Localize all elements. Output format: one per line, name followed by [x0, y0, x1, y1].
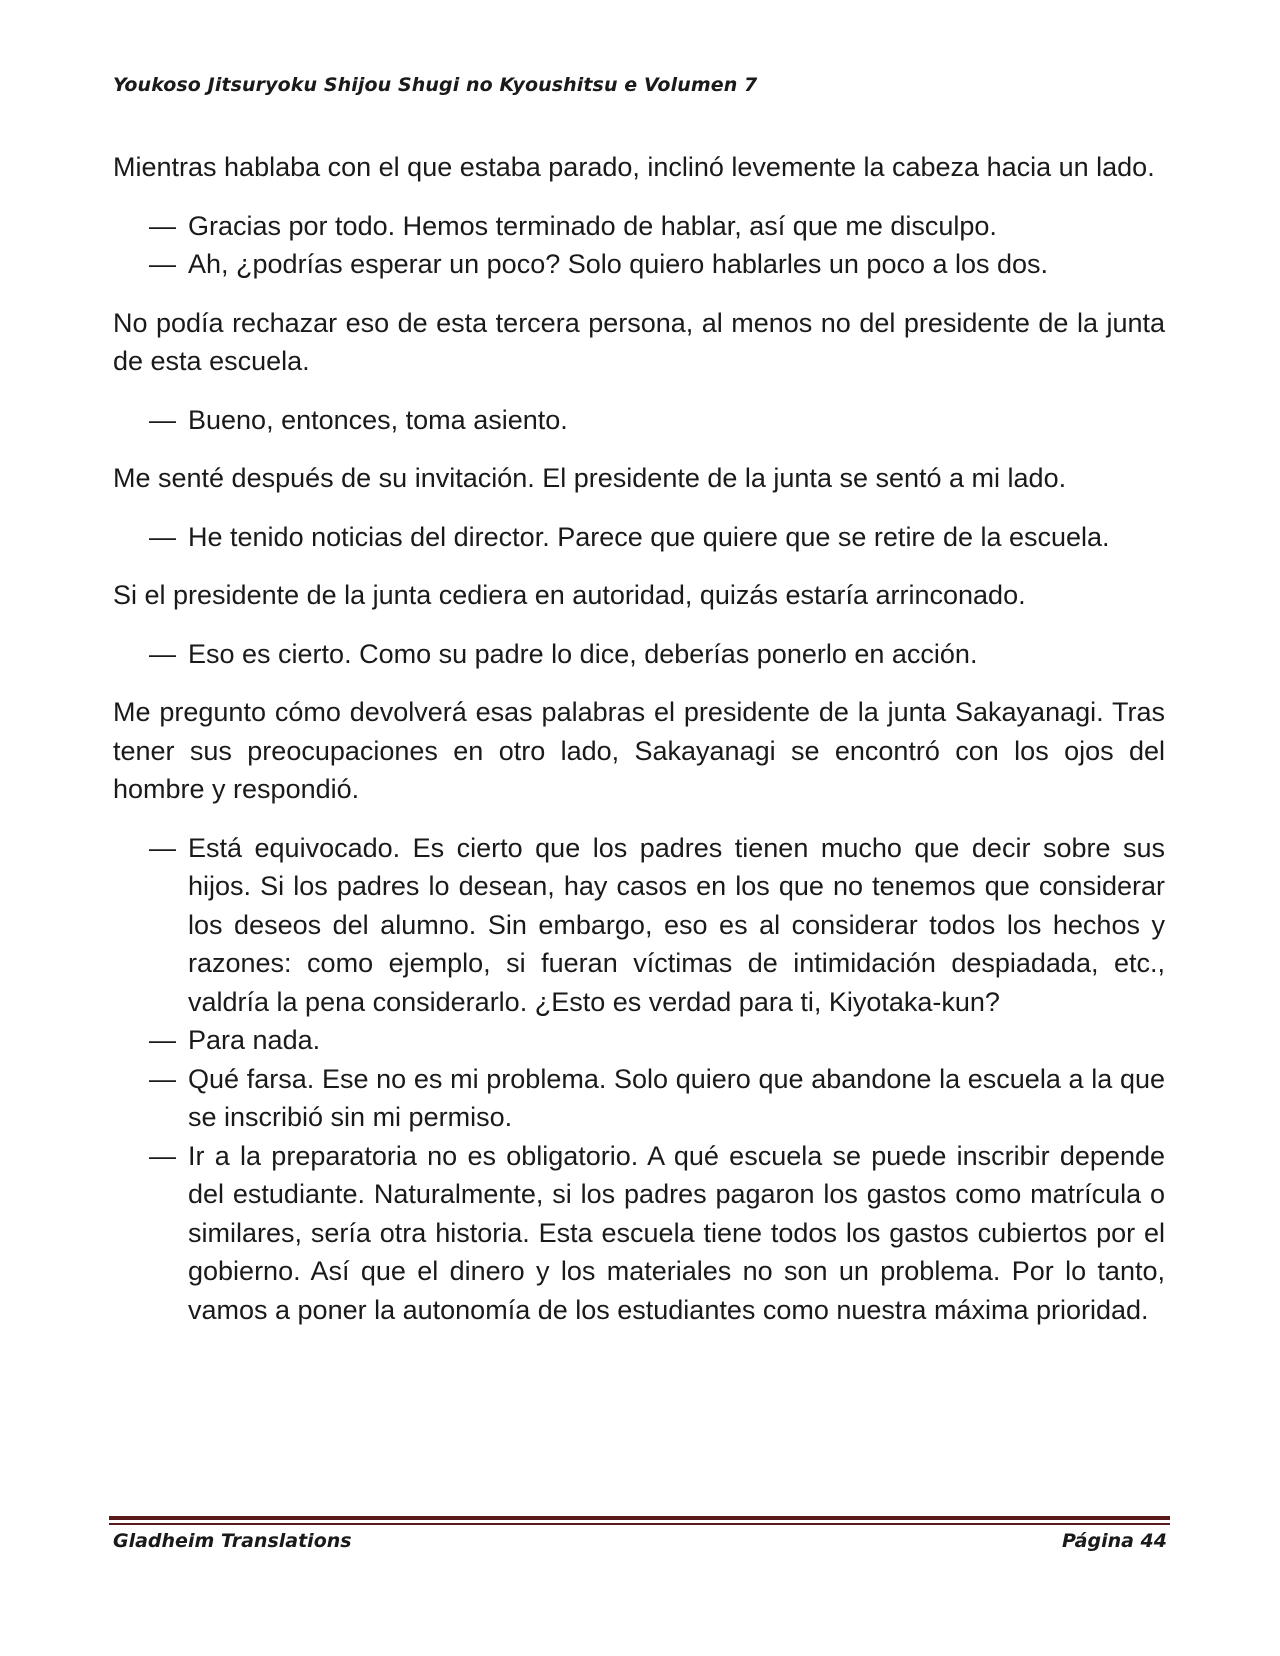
dialogue-text-5: Eso es cierto. Como su padre lo dice, deberías ponerlo en acción.	[188, 638, 978, 669]
dialogue-text-6: Está equivocado. Es cierto que los padres tienen mucho que decir sobre sus hijos. Si los padres lo desean, hay casos en los que no tenemos que considerar los deseos del alumno. Sin embargo, eso es al considerar todos los hechos y razones: como ejemplo, si fueran víctimas de intimidación despiadada, etc., valdría la pena considerarlo. ¿Esto es verdad para ti, Kiyotaka-kun?	[188, 832, 1165, 1017]
dialogue-text-1: Gracias por todo. Hemos terminado de hablar, así que me disculpo.	[188, 210, 997, 241]
dialogue-group-4	[113, 635, 1165, 674]
footer-translator: Gladheim Translations	[113, 1530, 352, 1552]
dialogue-dash: —	[149, 638, 176, 669]
dialogue-line-4	[113, 518, 1165, 557]
dialogue-line-7	[113, 1021, 1165, 1060]
page-header-title: Youkoso Jitsuryoku Shijou Shugi no Kyoushitsu e Volumen 7	[113, 74, 758, 96]
dialogue-dash: —	[149, 832, 176, 863]
dialogue-line-8	[113, 1060, 1165, 1137]
dialogue-group-3	[113, 518, 1165, 557]
dialogue-group-2	[113, 401, 1165, 440]
dialogue-dash: —	[149, 1063, 176, 1094]
footer-page-number: Página 44	[1061, 1530, 1167, 1552]
dialogue-line-2	[113, 245, 1165, 284]
dialogue-text-3: Bueno, entonces, toma asiento.	[188, 404, 568, 435]
dialogue-dash: —	[149, 521, 176, 552]
paragraph-1: Mientras hablaba con el que estaba parado, inclinó levemente la cabeza hacia un lado.	[113, 152, 1155, 182]
dialogue-dash: —	[149, 1140, 176, 1171]
dialogue-line-1	[113, 207, 1165, 246]
dialogue-line-5	[113, 635, 1165, 674]
dialogue-text-8: Qué farsa. Ese no es mi problema. Solo quiero que abandone la escuela a la que se inscribió sin mi permiso.	[188, 1063, 1165, 1132]
dialogue-dash: —	[149, 1025, 176, 1055]
paragraph-5: Me pregunto cómo devolverá esas palabras el presidente de la junta Sakayanagi. Tras tener sus preocupaciones en otro lado, Sakayanagi se encontró con los ojos del hombre y respondió.	[113, 697, 1165, 804]
dialogue-text-9: Ir a la preparatoria no es obligatorio. A qué escuela se puede inscribir depende del estudiante. Naturalmente, si los padres pagaron los gastos como matrícula o similares, sería otra historia. Esta escuela tiene todos los gastos cubiertos por el gobierno. Así que el dinero y los materiales no son un problema. Por lo tanto, vamos a poner la autonomía de los estudiantes como nuestra máxima prioridad.	[188, 1140, 1165, 1325]
dialogue-line-9	[113, 1137, 1165, 1330]
paragraph-2: No podía rechazar eso de esta tercera persona, al menos no del presidente de la junta de esta escuela.	[113, 307, 1165, 376]
dialogue-line-6	[113, 829, 1165, 1022]
page-body	[113, 148, 1165, 1349]
dialogue-group-5	[113, 829, 1165, 1330]
dialogue-dash: —	[149, 210, 176, 241]
footer-rule-thin	[109, 1523, 1170, 1525]
dialogue-dash: —	[149, 249, 176, 279]
dialogue-text-4: He tenido noticias del director. Parece que quiere que se retire de la escuela.	[188, 521, 1110, 552]
dialogue-text-7: Para nada.	[188, 1025, 321, 1055]
dialogue-group-1	[113, 207, 1165, 284]
paragraph-3: Me senté después de su invitación. El presidente de la junta se sentó a mi lado.	[113, 463, 1067, 493]
dialogue-text-2: Ah, ¿podrías esperar un poco? Solo quiero hablarles un poco a los dos.	[188, 249, 1049, 279]
footer-rule-thick	[109, 1516, 1170, 1520]
dialogue-dash: —	[149, 404, 176, 435]
paragraph-4: Si el presidente de la junta cediera en autoridad, quizás estaría arrinconado.	[113, 580, 1026, 610]
dialogue-line-3	[113, 401, 1165, 440]
